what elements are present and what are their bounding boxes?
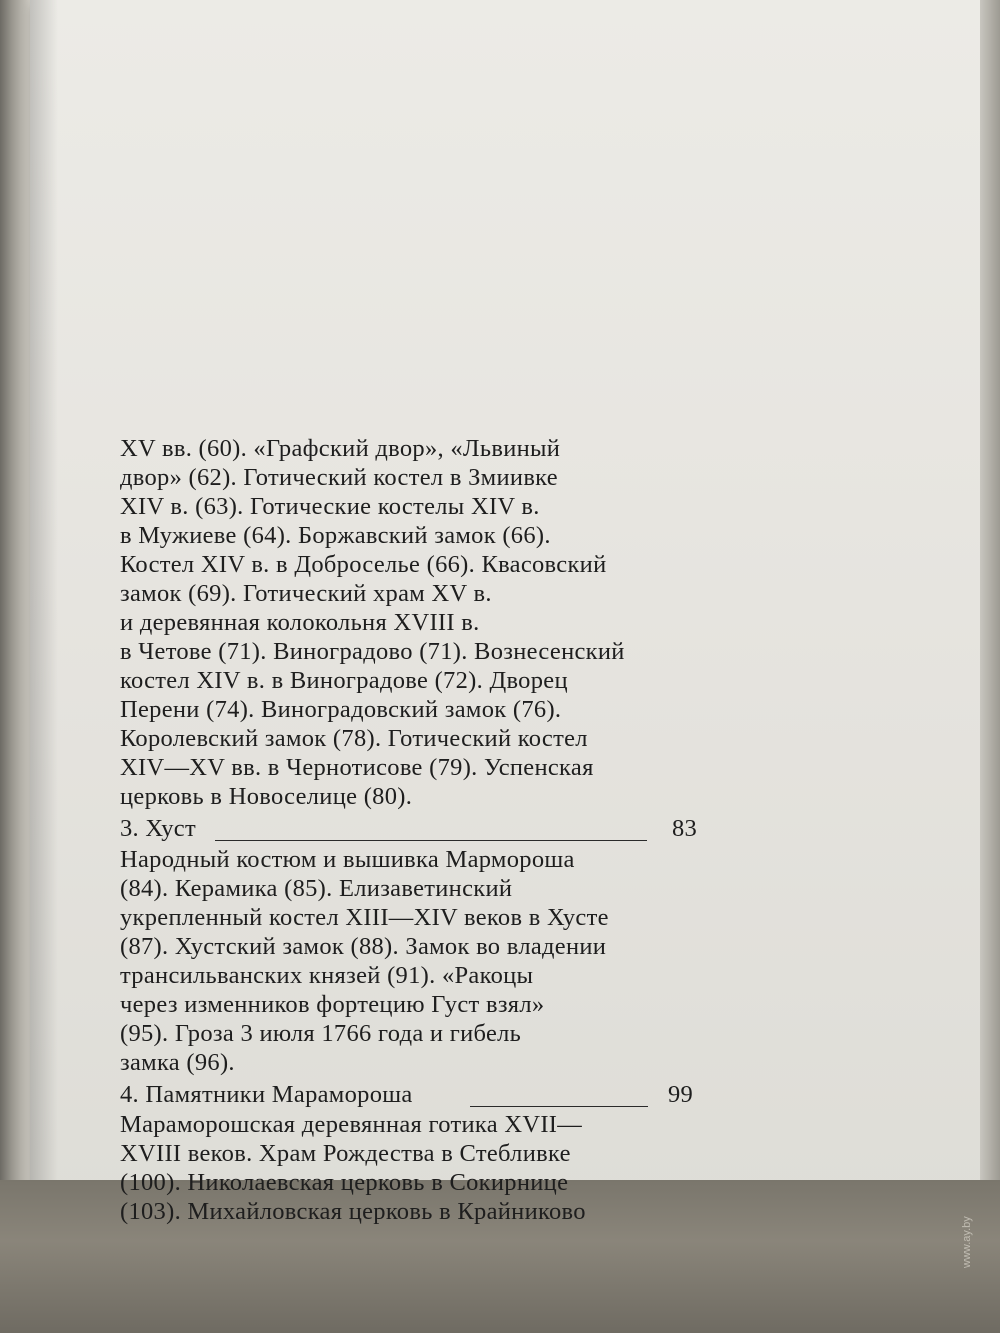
page-number: 99	[668, 1081, 694, 1108]
toc-line: трансильванских князей (91). «Ракоцы	[120, 962, 534, 989]
toc-line: (87). Хустский замок (88). Замок во владении	[120, 933, 607, 960]
page-number: 83	[672, 815, 698, 842]
toc-line: (84). Керамика (85). Елизаветинский	[120, 875, 513, 902]
toc-line: через изменников фортецию Густ взял»	[120, 991, 545, 1018]
section-title: 4. Памятники Марамороша	[120, 1081, 413, 1108]
toc-line: Королевский замок (78). Готический костел	[120, 725, 588, 752]
leader-line	[215, 840, 647, 841]
toc-line: костел XIV в. в Виноградове (72). Дворец	[120, 667, 568, 694]
leader-line	[470, 1106, 648, 1107]
toc-line: замка (96).	[120, 1049, 235, 1076]
toc-line: укрепленный костел XIII—XIV веков в Хусте	[120, 904, 609, 931]
toc-line: замок (69). Готический храм XV в.	[120, 580, 492, 607]
toc-line: (100). Николаевская церковь в Сокирнице	[120, 1169, 569, 1196]
toc-line: XV вв. (60). «Графский двор», «Львиный	[120, 435, 561, 462]
toc-line: в Мужиеве (64). Боржавский замок (66).	[120, 522, 551, 549]
toc-line: Народный костюм и вышивка Мармороша	[120, 846, 575, 873]
toc-line: Перени (74). Виноградовский замок (76).	[120, 696, 562, 723]
toc-line: Костел XIV в. в Доброселье (66). Квасовский	[120, 551, 607, 578]
toc-line: церковь в Новоселице (80).	[120, 783, 413, 810]
toc-line: XVIII веков. Храм Рождества в Стебливке	[120, 1140, 571, 1167]
toc-line: (95). Гроза 3 июля 1766 года и гибель	[120, 1020, 522, 1047]
toc-line: (103). Михайловская церковь в Крайниково	[120, 1198, 586, 1225]
watermark-text: www.ay.by	[961, 1216, 973, 1268]
toc-line: в Четове (71). Виноградово (71). Вознесенский	[120, 638, 625, 665]
toc-line: XIV в. (63). Готические костелы XIV в.	[120, 493, 540, 520]
toc-line: двор» (62). Готический костел в Змиивке	[120, 464, 558, 491]
toc-line: и деревянная колокольня XVIII в.	[120, 609, 480, 636]
toc-line: Мараморошская деревянная готика XVII—	[120, 1111, 583, 1138]
section-title: 3. Хуст	[120, 815, 196, 842]
toc-line: XIV—XV вв. в Чернотисове (79). Успенская	[120, 754, 594, 781]
